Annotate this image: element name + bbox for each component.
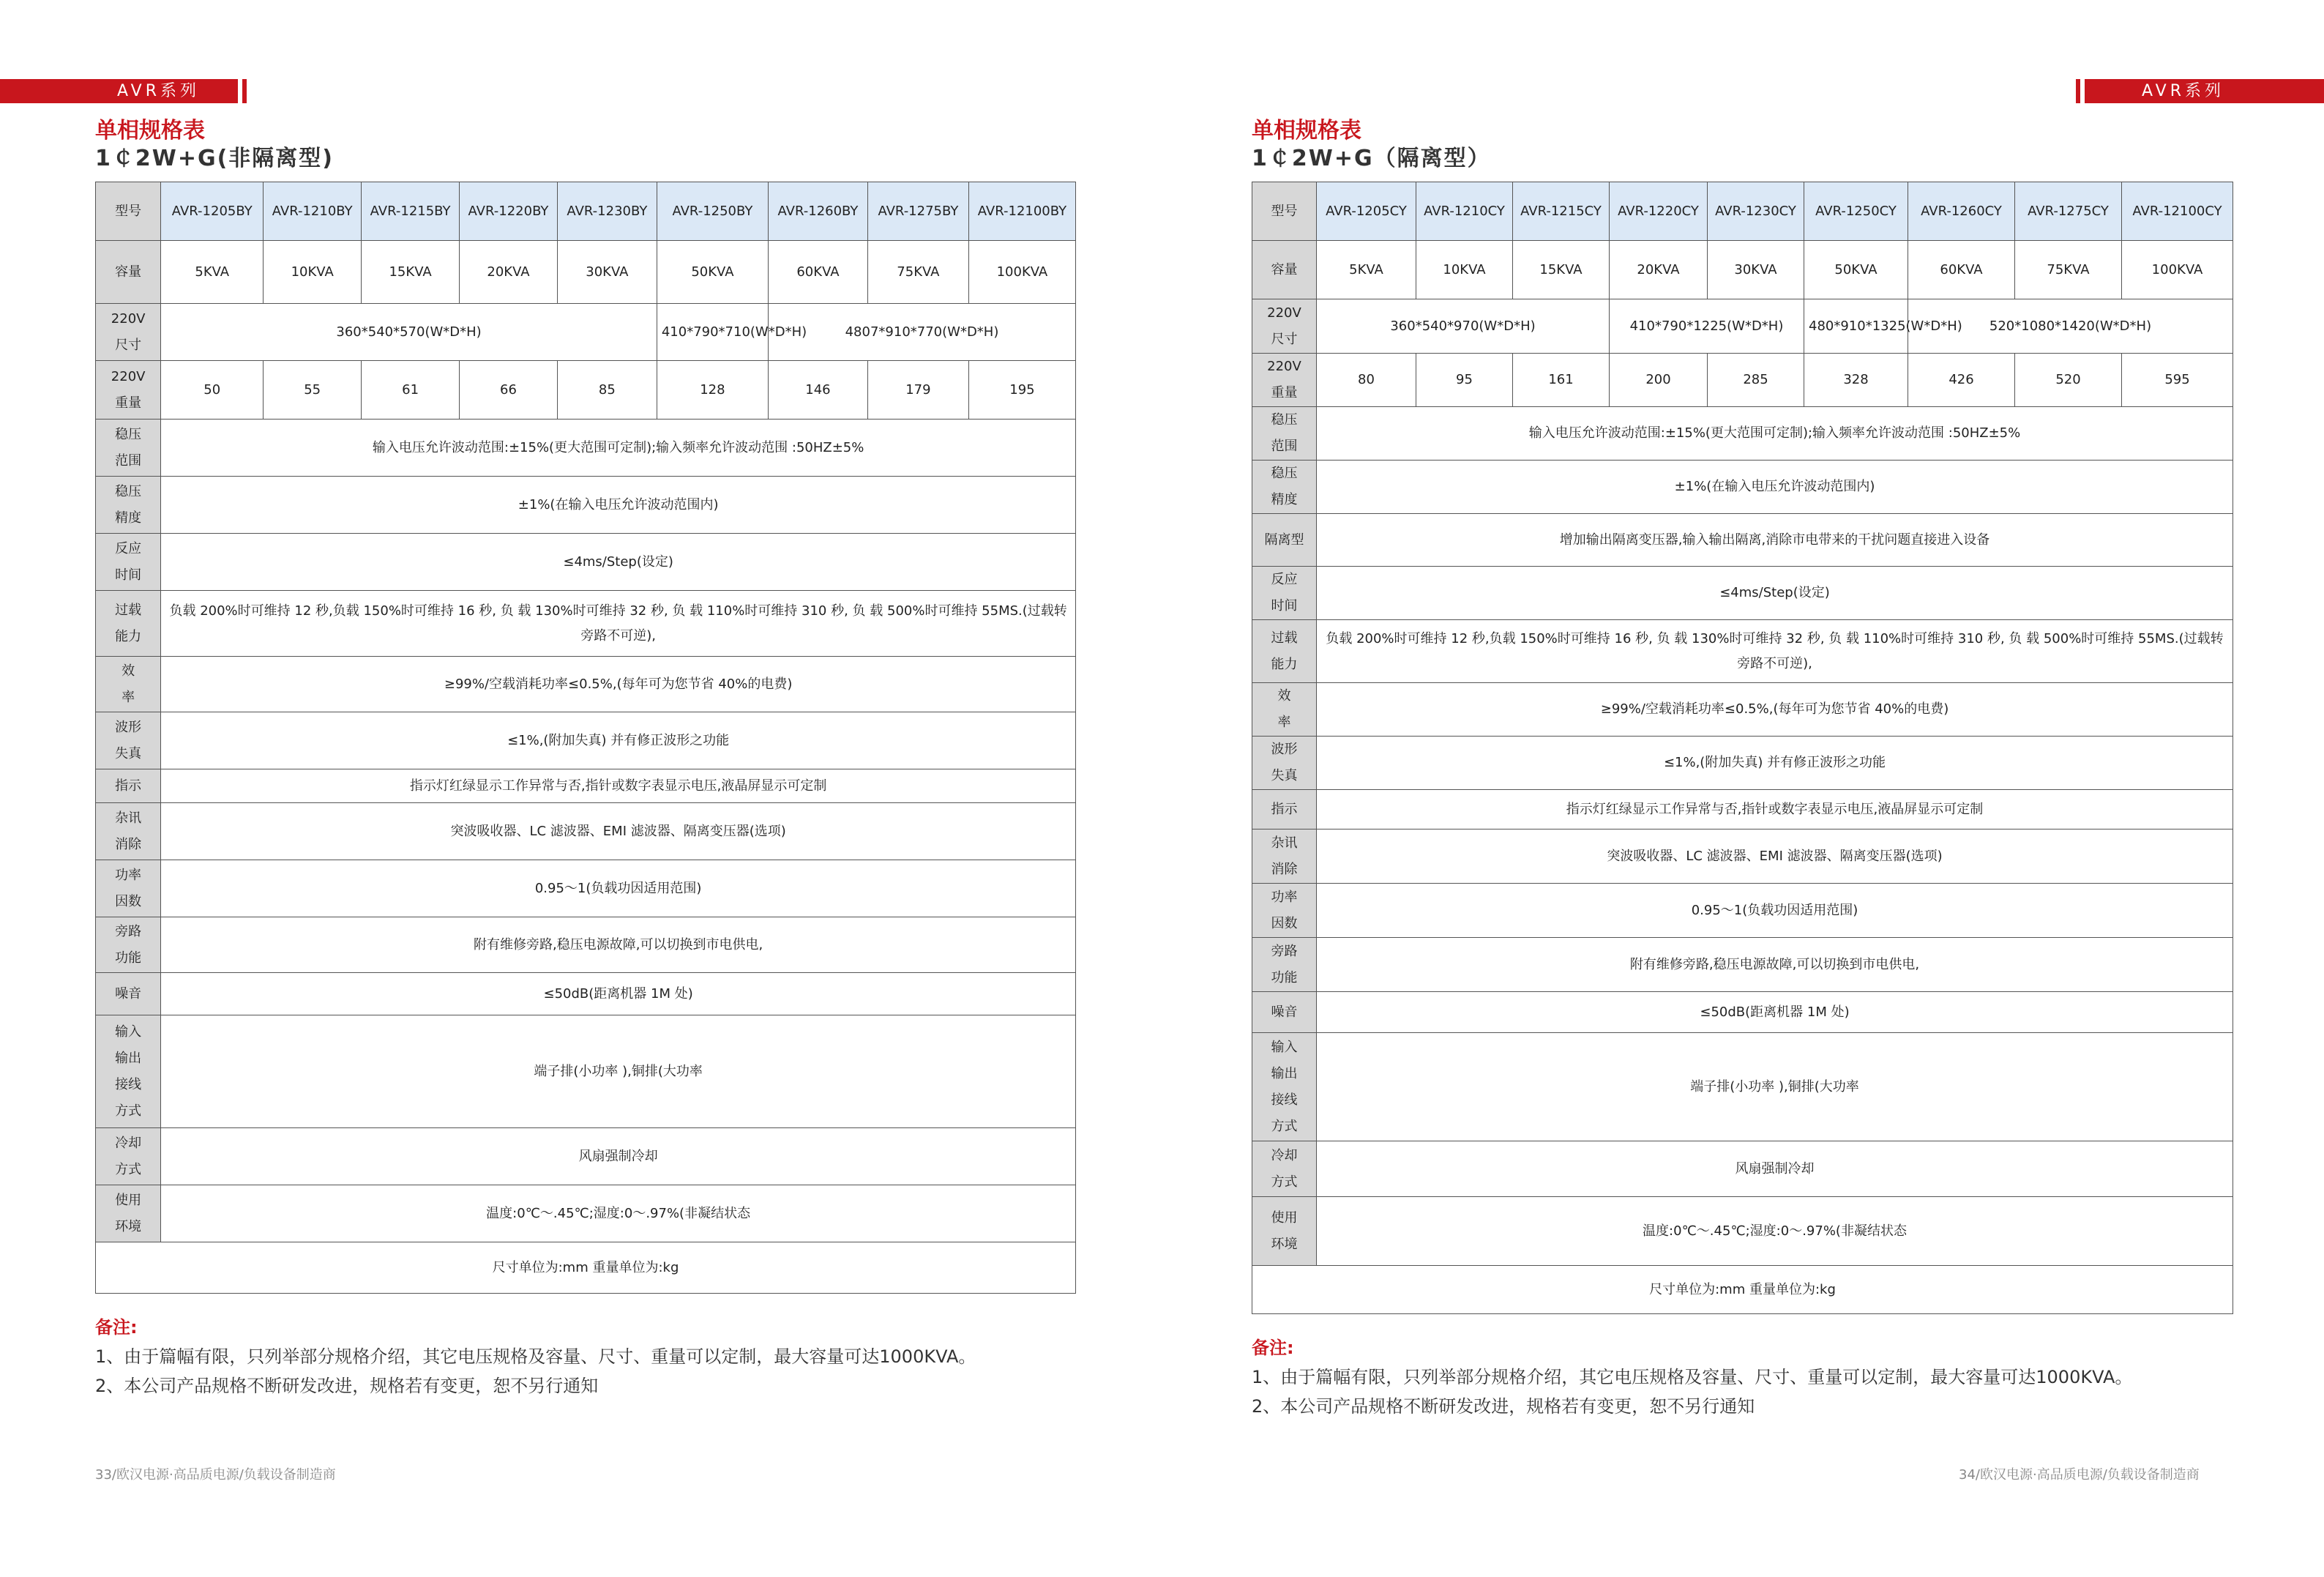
table-row <box>96 973 1076 1015</box>
noise-cell: ≤50dB(距离机器 1M 处) <box>1317 992 2233 1033</box>
size-cell: 410*790*1225(W*D*H) <box>1610 299 1804 354</box>
weight-cell: 328 <box>1804 354 1908 407</box>
table-row <box>1252 182 2233 241</box>
table-row <box>96 591 1076 657</box>
table-row <box>1252 790 2233 829</box>
table-row <box>96 241 1076 304</box>
model-cell: AVR-12100BY <box>968 182 1075 241</box>
capacity-cell: 30KVA <box>1708 241 1804 299</box>
page-footer-right: 34/欧汉电源·高品质电源/负载设备制造商 <box>1959 1467 2200 1483</box>
model-cell: AVR-1230CY <box>1708 182 1804 241</box>
size-cell: 360*540*570(W*D*H) <box>161 304 657 361</box>
weight-cell: 61 <box>362 361 460 420</box>
capacity-cell: 5KVA <box>1317 241 1416 299</box>
weight-cell: 520 <box>2015 354 2122 407</box>
isolation-cell: 增加输出隔离变压器,输入输出隔离,消除市电带来的干扰问题直接进入设备 <box>1317 514 2233 567</box>
regulation-range-cell: 输入电压允许波动范围:±15%(更大范围可定制);输入频率允许波动范围 :50HZ±5% <box>161 420 1076 477</box>
capacity-cell: 75KVA <box>2015 241 2122 299</box>
table-row <box>1252 514 2233 567</box>
efficiency-cell: ≥99%/空载消耗功率≤0.5%,(每年可为您节省 40%的电费) <box>1317 683 2233 737</box>
table-row <box>1252 829 2233 884</box>
model-cell: AVR-1260CY <box>1908 182 2015 241</box>
weight-cell: 285 <box>1708 354 1804 407</box>
model-cell: AVR-1250BY <box>657 182 768 241</box>
row-label: 效 率 <box>96 657 161 712</box>
regulation-range-cell: 输入电压允许波动范围:±15%(更大范围可定制);输入频率允许波动范围 :50HZ±5% <box>1317 407 2233 461</box>
wiring-cell: 端子排(小功率 ),铜排(大功率 <box>161 1015 1076 1128</box>
note-item: 2、本公司产品规格不断研发改进，规格若有变更，恕不另行通知 <box>95 1376 599 1396</box>
table-row <box>96 657 1076 712</box>
noise-cell: ≤50dB(距离机器 1M 处) <box>161 973 1076 1015</box>
model-cell: AVR-1230BY <box>557 182 657 241</box>
row-label: 过载 能力 <box>1252 620 1317 683</box>
row-label: 稳压 精度 <box>1252 461 1317 514</box>
capacity-cell: 50KVA <box>1804 241 1908 299</box>
row-label: 容量 <box>1252 241 1317 299</box>
weight-cell: 66 <box>460 361 558 420</box>
row-label: 使用 环境 <box>96 1185 161 1242</box>
weight-cell: 161 <box>1513 354 1610 407</box>
row-label: 功率 因数 <box>96 860 161 917</box>
bypass-cell: 附有维修旁路,稳压电源故障,可以切换到市电供电, <box>161 917 1076 973</box>
notes-title: 备注: <box>1252 1338 1294 1358</box>
table-row <box>1252 1033 2233 1141</box>
environment-cell: 温度:0℃～.45℃;湿度:0～.97%(非凝结状态 <box>1317 1197 2233 1266</box>
table-row <box>1252 1266 2233 1314</box>
weight-cell: 200 <box>1610 354 1708 407</box>
environment-cell: 温度:0℃～.45℃;湿度:0～.97%(非凝结状态 <box>161 1185 1076 1242</box>
row-label: 220V 尺寸 <box>96 304 161 361</box>
wiring-cell: 端子排(小功率 ),铜排(大功率 <box>1317 1033 2233 1141</box>
model-cell: AVR-1275CY <box>2015 182 2122 241</box>
table-row <box>96 917 1076 973</box>
model-cell: AVR-1205BY <box>161 182 264 241</box>
page-title: 单相规格表 <box>1252 118 1361 143</box>
table-row <box>96 1015 1076 1128</box>
table-row <box>1252 620 2233 683</box>
row-label: 冷却 方式 <box>96 1128 161 1185</box>
series-label-right: AVR系列 <box>2142 82 2224 100</box>
row-label: 输入 输出 接线 方式 <box>1252 1033 1317 1141</box>
response-cell: ≤4ms/Step(设定) <box>1317 567 2233 620</box>
distortion-cell: ≤1%,(附加失真) 并有修正波形之功能 <box>1317 737 2233 790</box>
row-label: 型号 <box>96 182 161 241</box>
distortion-cell: ≤1%,(附加失真) 并有修正波形之功能 <box>161 712 1076 769</box>
row-label: 噪音 <box>1252 992 1317 1033</box>
row-label: 反应 时间 <box>1252 567 1317 620</box>
table-row <box>96 477 1076 534</box>
row-label: 稳压 范围 <box>96 420 161 477</box>
indicator-cell: 指示灯红绿显示工作异常与否,指针或数字表显示电压,液晶屏显示可定制 <box>161 769 1076 803</box>
weight-cell: 95 <box>1416 354 1513 407</box>
model-cell: AVR-1215CY <box>1513 182 1610 241</box>
size-cell: 4807*910*770(W*D*H) <box>769 304 1076 361</box>
spec-table <box>95 182 1076 1294</box>
row-label: 旁路 功能 <box>96 917 161 973</box>
cooling-cell: 风扇强制冷却 <box>161 1128 1076 1185</box>
row-label: 噪音 <box>96 973 161 1015</box>
capacity-cell: 60KVA <box>1908 241 2015 299</box>
row-label: 冷却 方式 <box>1252 1141 1317 1197</box>
table-row <box>1252 1141 2233 1197</box>
table-row <box>1252 241 2233 299</box>
row-label: 输入 输出 接线 方式 <box>96 1015 161 1128</box>
table-row <box>1252 1197 2233 1266</box>
table-row <box>1252 683 2233 737</box>
series-label-left: AVR系列 <box>117 82 200 100</box>
weight-cell: 595 <box>2122 354 2233 407</box>
table-row <box>96 1128 1076 1185</box>
table-row <box>96 1242 1076 1294</box>
model-cell: AVR-1210CY <box>1416 182 1513 241</box>
model-cell: AVR-1275BY <box>867 182 968 241</box>
capacity-cell: 60KVA <box>769 241 868 304</box>
table-row <box>96 860 1076 917</box>
weight-cell: 80 <box>1317 354 1416 407</box>
notes <box>95 1313 1076 1401</box>
row-label: 功率 因数 <box>1252 884 1317 938</box>
accuracy-cell: ±1%(在输入电压允许波动范围内) <box>1317 461 2233 514</box>
row-label: 杂讯 消除 <box>96 803 161 860</box>
table-row <box>1252 938 2233 992</box>
size-cell: 410*790*710(W*D*H) <box>657 304 768 361</box>
weight-cell: 128 <box>657 361 768 420</box>
weight-cell: 179 <box>867 361 968 420</box>
capacity-cell: 20KVA <box>1610 241 1708 299</box>
size-cell: 520*1080*1420(W*D*H) <box>1908 299 2233 354</box>
row-label: 指示 <box>1252 790 1317 829</box>
series-band-right-tick <box>2076 79 2080 103</box>
table-row <box>96 712 1076 769</box>
row-label: 杂讯 消除 <box>1252 829 1317 884</box>
row-label: 220V 重量 <box>1252 354 1317 407</box>
note-item: 1、由于篇幅有限，只列举部分规格介绍，其它电压规格及容量、尺寸、重量可以定制，最大容量可达1000KVA。 <box>1252 1367 2133 1387</box>
table-row <box>1252 407 2233 461</box>
table-row <box>1252 567 2233 620</box>
table-row <box>96 182 1076 241</box>
notes-title: 备注: <box>95 1317 138 1338</box>
row-label: 容量 <box>96 241 161 304</box>
row-label: 指示 <box>96 769 161 803</box>
table-row <box>1252 461 2233 514</box>
weight-cell: 85 <box>557 361 657 420</box>
table-row <box>96 304 1076 361</box>
table-row <box>96 803 1076 860</box>
row-label: 过载 能力 <box>96 591 161 657</box>
cooling-cell: 风扇强制冷却 <box>1317 1141 2233 1197</box>
model-cell: AVR-1220BY <box>460 182 558 241</box>
capacity-cell: 20KVA <box>460 241 558 304</box>
page-footer-left: 33/欧汉电源·高品质电源/负载设备制造商 <box>95 1467 336 1483</box>
page-subtitle: 1￠2W+G（隔离型） <box>1252 146 1491 171</box>
efficiency-cell: ≥99%/空载消耗功率≤0.5%,(每年可为您节省 40%的电费) <box>161 657 1076 712</box>
row-label: 隔离型 <box>1252 514 1317 567</box>
capacity-cell: 5KVA <box>161 241 264 304</box>
noise-filter-cell: 突波吸收器、LC 滤波器、EMI 滤波器、隔离变压器(选项) <box>161 803 1076 860</box>
row-label: 稳压 范围 <box>1252 407 1317 461</box>
size-cell: 360*540*970(W*D*H) <box>1317 299 1610 354</box>
units-cell: 尺寸单位为:mm 重量单位为:kg <box>96 1242 1076 1294</box>
row-label: 220V 重量 <box>96 361 161 420</box>
capacity-cell: 75KVA <box>867 241 968 304</box>
row-label: 波形 失真 <box>96 712 161 769</box>
note-item: 1、由于篇幅有限，只列举部分规格介绍，其它电压规格及容量、尺寸、重量可以定制，最大容量可达1000KVA。 <box>95 1346 976 1367</box>
weight-cell: 55 <box>264 361 362 420</box>
note-item: 2、本公司产品规格不断研发改进，规格若有变更，恕不另行通知 <box>1252 1396 1755 1417</box>
page-left <box>95 117 1076 1401</box>
model-cell: AVR-1215BY <box>362 182 460 241</box>
bypass-cell: 附有维修旁路,稳压电源故障,可以切换到市电供电, <box>1317 938 2233 992</box>
weight-cell: 50 <box>161 361 264 420</box>
notes <box>1252 1333 2233 1421</box>
indicator-cell: 指示灯红绿显示工作异常与否,指针或数字表显示电压,液晶屏显示可定制 <box>1317 790 2233 829</box>
row-label: 稳压 精度 <box>96 477 161 534</box>
model-cell: AVR-1210BY <box>264 182 362 241</box>
table-row <box>1252 992 2233 1033</box>
power-factor-cell: 0.95～1(负载功因适用范围) <box>1317 884 2233 938</box>
page-right <box>1252 117 2233 1421</box>
capacity-cell: 100KVA <box>968 241 1075 304</box>
power-factor-cell: 0.95～1(负载功因适用范围) <box>161 860 1076 917</box>
weight-cell: 146 <box>769 361 868 420</box>
model-cell: AVR-1220CY <box>1610 182 1708 241</box>
model-cell: AVR-1250CY <box>1804 182 1908 241</box>
table-row <box>96 769 1076 803</box>
row-label: 220V 尺寸 <box>1252 299 1317 354</box>
table-row <box>1252 737 2233 790</box>
capacity-cell: 30KVA <box>557 241 657 304</box>
capacity-cell: 10KVA <box>1416 241 1513 299</box>
table-row <box>96 361 1076 420</box>
size-cell: 480*910*1325(W*D*H) <box>1804 299 1908 354</box>
row-label: 波形 失真 <box>1252 737 1317 790</box>
model-cell: AVR-12100CY <box>2122 182 2233 241</box>
row-label: 旁路 功能 <box>1252 938 1317 992</box>
row-label: 使用 环境 <box>1252 1197 1317 1266</box>
overload-cell: 负载 200%时可维持 12 秒,负载 150%时可维持 16 秒, 负 载 130%时可维持 32 秒, 负 载 110%时可维持 310 秒, 负 载 500%时可维持 55MS.(过载转旁路不可逆), <box>1317 620 2233 683</box>
capacity-cell: 10KVA <box>264 241 362 304</box>
spec-table <box>1252 182 2233 1314</box>
noise-filter-cell: 突波吸收器、LC 滤波器、EMI 滤波器、隔离变压器(选项) <box>1317 829 2233 884</box>
table-row <box>1252 299 2233 354</box>
table-row <box>1252 884 2233 938</box>
response-cell: ≤4ms/Step(设定) <box>161 534 1076 591</box>
table-row <box>96 534 1076 591</box>
capacity-cell: 15KVA <box>1513 241 1610 299</box>
page-subtitle: 1￠2W+G(非隔离型) <box>95 146 335 171</box>
capacity-cell: 50KVA <box>657 241 768 304</box>
row-label: 效 率 <box>1252 683 1317 737</box>
model-cell: AVR-1260BY <box>769 182 868 241</box>
row-label: 型号 <box>1252 182 1317 241</box>
capacity-cell: 15KVA <box>362 241 460 304</box>
series-band-left-tick <box>242 79 247 103</box>
model-cell: AVR-1205CY <box>1317 182 1416 241</box>
overload-cell: 负载 200%时可维持 12 秒,负载 150%时可维持 16 秒, 负 载 130%时可维持 32 秒, 负 载 110%时可维持 310 秒, 负 载 500%时可维持 55MS.(过载转旁路不可逆), <box>161 591 1076 657</box>
weight-cell: 195 <box>968 361 1075 420</box>
weight-cell: 426 <box>1908 354 2015 407</box>
units-cell: 尺寸单位为:mm 重量单位为:kg <box>1252 1266 2233 1314</box>
table-row <box>96 420 1076 477</box>
table-row <box>1252 354 2233 407</box>
capacity-cell: 100KVA <box>2122 241 2233 299</box>
accuracy-cell: ±1%(在输入电压允许波动范围内) <box>161 477 1076 534</box>
row-label: 反应 时间 <box>96 534 161 591</box>
table-row <box>96 1185 1076 1242</box>
page-title: 单相规格表 <box>95 118 205 143</box>
